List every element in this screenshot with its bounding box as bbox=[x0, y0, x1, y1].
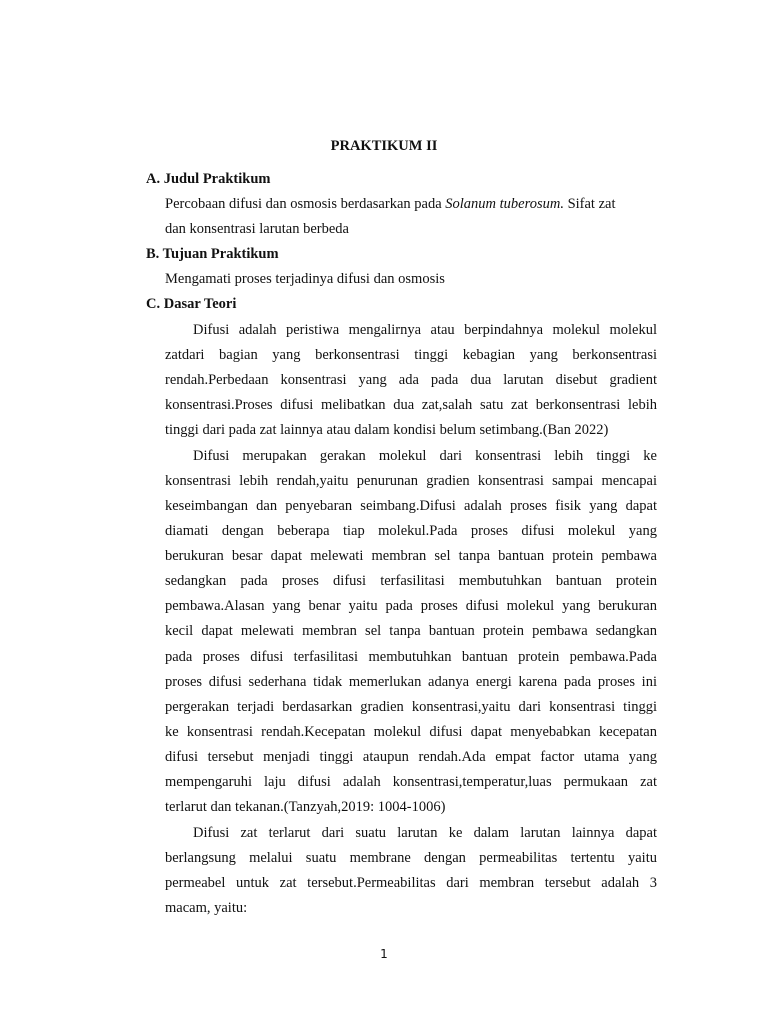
paragraph-line: Difusi adalah peristiwa mengalirnya atau berpindahnya molekul molekul bbox=[193, 322, 657, 338]
paragraph-line: difusi tersebut menjadi tinggi ataupun rendah.Ada empat factor utama yang bbox=[165, 749, 657, 765]
section-a-text: Percobaan difusi dan osmosis berdasarkan pada bbox=[165, 196, 446, 212]
page-title: PRAKTIKUM II bbox=[330, 138, 438, 154]
paragraph-line: tinggi dari pada zat lainnya atau dalam kondisi belum setimbang.(Ban 2022) bbox=[165, 422, 609, 438]
paragraph-line: diamati dengan beberapa tiap molekul.Pada proses difusi molekul yang bbox=[165, 523, 657, 539]
page-number: 1 bbox=[380, 947, 388, 961]
paragraph-line: kecil dapat melewati membran sel tanpa bantuan protein pembawa sedangkan bbox=[165, 623, 657, 639]
paragraph-line: berukuran besar dapat melewati membran sel tanpa bantuan protein pembawa bbox=[165, 548, 657, 564]
section-c-heading: C. Dasar Teori bbox=[146, 296, 237, 312]
paragraph-line: permeabel untuk zat tersebut.Permeabilitas dari membran tersebut adalah 3 bbox=[165, 875, 657, 891]
paragraph-line: macam, yaitu: bbox=[165, 900, 248, 916]
section-a-line-1 bbox=[165, 194, 657, 214]
paragraph-line: konsentrasi lebih rendah,yaitu penurunan gradien konsentrasi sampai mencapai bbox=[165, 473, 657, 489]
paragraph-line: berlangsung melalui suatu membrane dengan permeabilitas tertentu yaitu bbox=[165, 850, 657, 866]
paragraph-line: Difusi zat terlarut dari suatu larutan ke dalam larutan lainnya dapat bbox=[193, 825, 657, 841]
paragraph-line: pembawa.Alasan yang benar yaitu pada proses difusi molekul yang berukuran bbox=[165, 598, 657, 614]
section-a-line-2: dan konsentrasi larutan berbeda bbox=[165, 221, 349, 237]
paragraph-line: proses difusi sederhana tidak memerlukan adanya energi karena pada proses ini bbox=[165, 674, 657, 690]
paragraph-line: terlarut dan tekanan.(Tanzyah,2019: 1004-1006) bbox=[165, 799, 446, 815]
paragraph-line: rendah.Perbedaan konsentrasi yang ada pada dua larutan disebut gradient bbox=[165, 372, 657, 388]
section-b-heading: B. Tujuan Praktikum bbox=[146, 246, 279, 262]
paragraph-line: pergerakan terjadi berdasarkan gradien konsentrasi,yaitu dari konsentrasi tinggi bbox=[165, 699, 657, 715]
paragraph-line: Difusi merupakan gerakan molekul dari konsentrasi lebih tinggi ke bbox=[193, 448, 657, 464]
species-name: Solanum tuberosum. bbox=[445, 196, 564, 212]
section-a-heading: A. Judul Praktikum bbox=[146, 171, 271, 187]
paragraph-line: konsentrasi.Proses difusi melibatkan dua zat,salah satu zat berkonsentrasi lebih bbox=[165, 397, 657, 413]
paragraph-line: zatdari bagian yang berkonsentrasi tinggi kebagian yang berkonsentrasi bbox=[165, 347, 657, 363]
paragraph-line: mempengaruhi laju difusi adalah konsentrasi,temperatur,luas permukaan zat bbox=[165, 774, 657, 790]
paragraph-line: sedangkan pada proses difusi terfasilitasi membutuhkan bantuan protein bbox=[165, 573, 657, 589]
section-b-line-1: Mengamati proses terjadinya difusi dan osmosis bbox=[165, 271, 445, 287]
paragraph-line: keseimbangan dan penyebaran seimbang.Difusi adalah proses fisik yang dapat bbox=[165, 498, 657, 514]
paragraph-line: pada proses difusi terfasilitasi membutuhkan bantuan protein pembawa.Pada bbox=[165, 649, 657, 665]
paragraph-line: ke konsentrasi rendah.Kecepatan molekul difusi dapat menyebabkan kecepatan bbox=[165, 724, 657, 740]
section-a-text-end: Sifat zat bbox=[563, 196, 616, 212]
